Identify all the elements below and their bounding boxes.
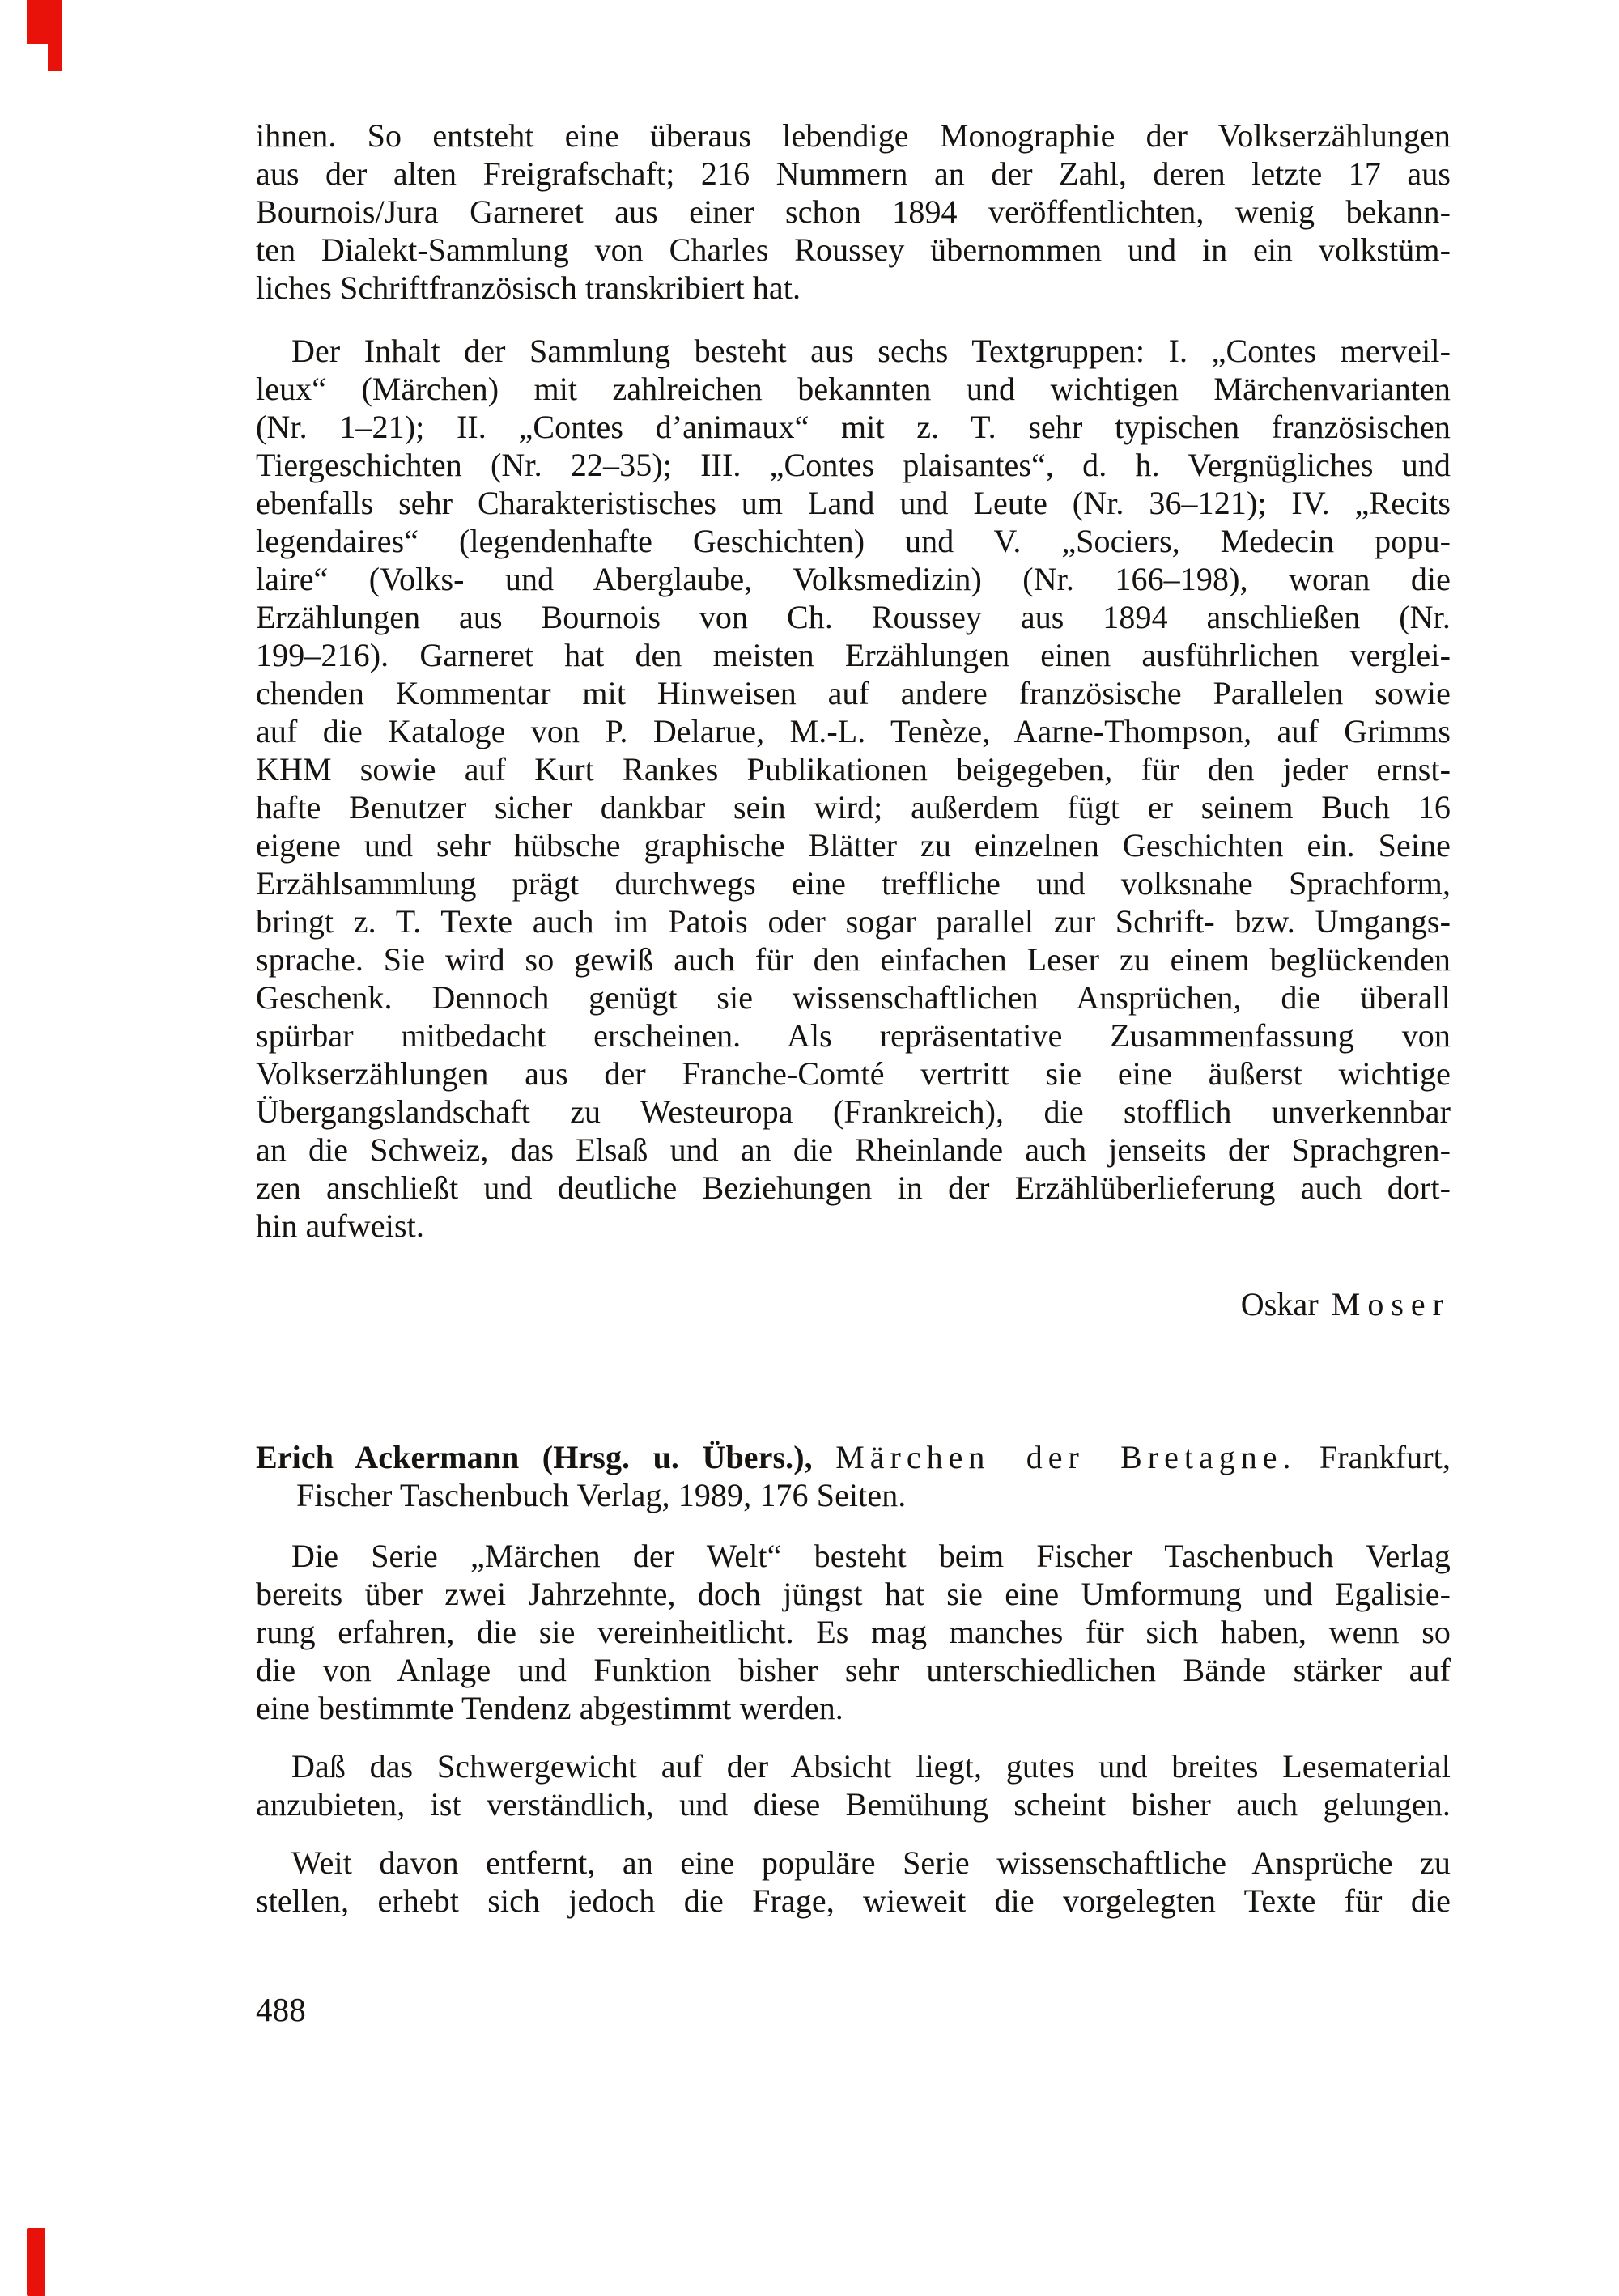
- publication-info: Fischer Taschenbuch Verlag, 1989, 176 Seiten.: [296, 1477, 907, 1513]
- text-line: 199–216). Garneret hat den meisten Erzählungen einen ausführlichen verglei-: [256, 637, 1451, 673]
- text-line: auf die Kataloge von P. Delarue, M.-L. Tenèze, Aarne-Thompson, auf Grimms: [256, 713, 1451, 749]
- review2-paragraph-2: [256, 1747, 1451, 1823]
- book-title: Märchen der Bretagne.: [835, 1439, 1297, 1475]
- text-line: Der Inhalt der Sammlung besteht aus sechs Textgruppen: I. „Contes merveil-: [291, 333, 1451, 369]
- text-line: zen anschließt und deutliche Beziehungen in der Erzählüberlieferung auch dort-: [256, 1169, 1451, 1206]
- text-line: rung erfahren, die sie vereinheitlicht. Es mag manches für sich haben, wenn so: [256, 1614, 1451, 1650]
- text-line: Tiergeschichten (Nr. 22–35); III. „Contes plaisantes“, d. h. Vergnügliches und: [256, 447, 1451, 483]
- review2-heading: [256, 1438, 1451, 1514]
- text-line: legendaires“ (legendenhafte Geschichten) und V. „Sociers, Medecin popu-: [256, 523, 1451, 559]
- red-scan-mark-top-left-2: [48, 0, 62, 71]
- text-line: sprache. Sie wird so gewiß auch für den einfachen Leser zu einem beglückenden: [256, 941, 1451, 978]
- text-line: liches Schriftfranzösisch transkribiert hat.: [256, 269, 801, 306]
- text-line: Erzählungen aus Bournois von Ch. Roussey aus 1894 anschließen (Nr.: [256, 599, 1451, 635]
- reviewer-signature: [1241, 1285, 1451, 1323]
- review1-paragraph-contents: [256, 332, 1451, 1245]
- text-line: eine bestimmte Tendenz abgestimmt werden.: [256, 1690, 843, 1726]
- text-line: hafte Benutzer sicher dankbar sein wird; außerdem fügt er seinem Buch 16: [256, 789, 1451, 825]
- text-line: KHM sowie auf Kurt Rankes Publikationen beigegeben, für den jeder ernst-: [256, 751, 1451, 787]
- text-line: chenden Kommentar mit Hinweisen auf andere französische Parallelen sowie: [256, 675, 1451, 711]
- text-line: bereits über zwei Jahrzehnte, doch jüngst hat sie eine Umformung und Egalisie-: [256, 1576, 1451, 1612]
- text-line: aus der alten Freigrafschaft; 216 Nummern an der Zahl, deren letzte 17 aus: [256, 155, 1451, 192]
- text-line: Übergangslandschaft zu Westeuropa (Frankreich), die stofflich unverkennbar: [256, 1093, 1451, 1130]
- text-line: Weit davon entfernt, an eine populäre Serie wissenschaftliche Ansprüche zu: [291, 1844, 1451, 1881]
- text-line: ten Dialekt-Sammlung von Charles Roussey übernommen und in ein volkstüm-: [256, 231, 1451, 268]
- red-scan-mark-bottom-left: [27, 2228, 45, 2296]
- text-line: hin aufweist.: [256, 1207, 424, 1244]
- page-number: 488: [256, 1991, 306, 2028]
- reviewer-first-name: Oskar: [1240, 1286, 1319, 1322]
- text-line: spürbar mitbedacht erscheinen. Als repräsentative Zusammenfassung von: [256, 1017, 1451, 1054]
- reviewer-last-name: Moser: [1331, 1286, 1451, 1322]
- red-scan-mark-top-left-1: [27, 0, 48, 44]
- text-line: laire“ (Volks- und Aberglaube, Volksmedizin) (Nr. 166–198), woran die: [256, 561, 1451, 597]
- text-line: bringt z. T. Texte auch im Patois oder sogar parallel zur Schrift- bzw. Umgangs-: [256, 903, 1451, 940]
- review2-paragraph-3: [256, 1844, 1451, 1920]
- text-line: Daß das Schwergewicht auf der Absicht liegt, gutes und breites Lesematerial: [291, 1748, 1451, 1785]
- text-line: Bournois/Jura Garneret aus einer schon 1894 veröffentlichten, wenig bekann-: [256, 193, 1451, 230]
- text-line: anzubieten, ist verständlich, und diese Bemühung scheint bisher auch gelungen.: [256, 1786, 1451, 1823]
- text-line: ebenfalls sehr Charakteristisches um Land und Leute (Nr. 36–121); IV. „Recits: [256, 485, 1451, 521]
- text-line: Geschenk. Dennoch genügt sie wissenschaftlichen Ansprüchen, die überall: [256, 979, 1451, 1016]
- text-line: (Nr. 1–21); II. „Contes d’animaux“ mit z. T. sehr typischen französischen: [256, 409, 1451, 445]
- text-line: Volkserzählungen aus der Franche-Comté vertritt sie eine äußerst wichtige: [256, 1055, 1451, 1092]
- publication-place: Frankfurt,: [1319, 1439, 1451, 1475]
- text-line: Erzählsammlung prägt durchwegs eine treffliche und volksnahe Sprachform,: [256, 865, 1451, 902]
- text-line: leux“ (Märchen) mit zahlreichen bekannten und wichtigen Märchenvarianten: [256, 371, 1451, 407]
- review2-paragraph-1: [256, 1537, 1451, 1727]
- text-line: stellen, erhebt sich jedoch die Frage, wieweit die vorgelegten Texte für die: [256, 1882, 1451, 1919]
- text-line: eigene und sehr hübsche graphische Blätter zu einzelnen Geschichten ein. Seine: [256, 827, 1451, 864]
- text-line: die von Anlage und Funktion bisher sehr unterschiedlichen Bände stärker auf: [256, 1652, 1451, 1688]
- book-editor-name: Erich Ackermann (Hrsg. u. Übers.),: [256, 1439, 813, 1475]
- text-line: Die Serie „Märchen der Welt“ besteht beim Fischer Taschenbuch Verlag: [291, 1538, 1451, 1574]
- review1-paragraph-continuation: [256, 117, 1451, 307]
- review2-heading-line1: [256, 1438, 1451, 1476]
- text-line: an die Schweiz, das Elsaß und an die Rheinlande auch jenseits der Sprachgren-: [256, 1131, 1451, 1168]
- text-line: ihnen. So entsteht eine überaus lebendige Monographie der Volkserzählungen: [256, 117, 1451, 154]
